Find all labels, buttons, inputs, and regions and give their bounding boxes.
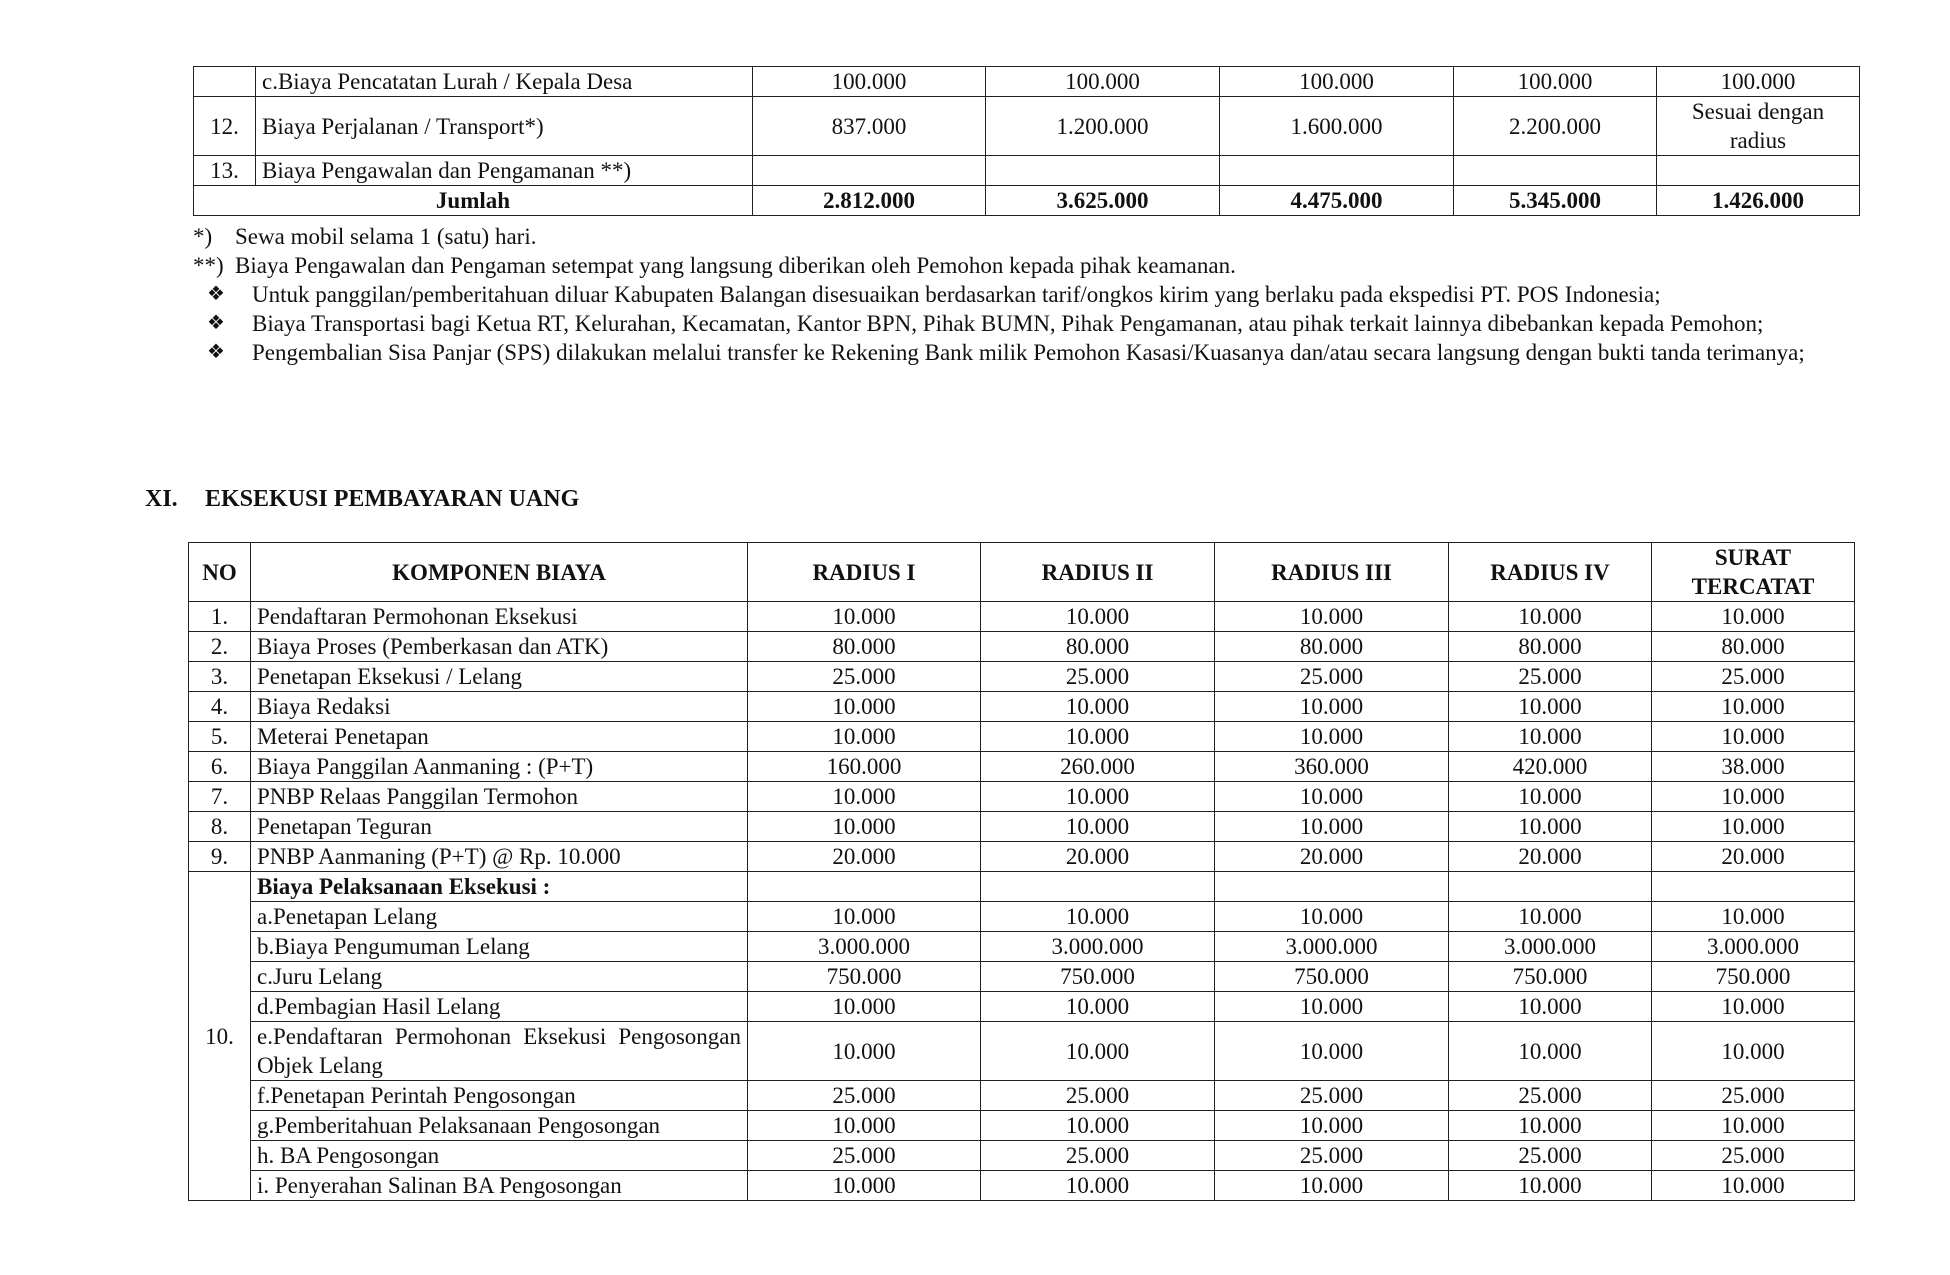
value-radius-4: 750.000 <box>1449 962 1652 992</box>
row-label: d.Pembagian Hasil Lelang <box>251 992 748 1022</box>
diamond-bullet-icon: ❖ <box>207 341 225 363</box>
value-radius-2: 10.000 <box>981 812 1215 842</box>
value-radius-1: 3.000.000 <box>748 932 981 962</box>
total-surat: 1.426.000 <box>1657 186 1860 216</box>
table-row-group-heading <box>189 872 1855 902</box>
row-number: 13. <box>194 156 256 186</box>
row-label: Biaya Proses (Pemberkasan dan ATK) <box>251 632 748 662</box>
empty-cell <box>1652 872 1855 902</box>
value-surat: Sesuai dengan radius <box>1657 97 1860 156</box>
value-radius-3: 10.000 <box>1215 992 1449 1022</box>
table-row <box>189 842 1855 872</box>
value-radius-3: 25.000 <box>1215 1141 1449 1171</box>
value-radius-3: 10.000 <box>1215 1171 1449 1201</box>
table-body <box>189 602 1855 1201</box>
value-radius-4 <box>1454 156 1657 186</box>
footnote-text: Biaya Pengawalan dan Pengaman setempat yang langsung diberikan oleh Pemohon kepada pihak keamanan. <box>235 253 1236 278</box>
value-radius-3: 25.000 <box>1215 662 1449 692</box>
value-radius-2: 10.000 <box>981 1171 1215 1201</box>
section-number: XI. <box>145 486 178 512</box>
value-surat: 25.000 <box>1652 1081 1855 1111</box>
value-radius-3: 80.000 <box>1215 632 1449 662</box>
value-radius-4: 25.000 <box>1449 1141 1652 1171</box>
value-radius-1: 10.000 <box>748 782 981 812</box>
footnote-double-star <box>193 251 1859 280</box>
value-radius-1: 10.000 <box>748 1111 981 1141</box>
row-label: Biaya Redaksi <box>251 692 748 722</box>
execution-fee-table <box>188 542 1855 1201</box>
value-radius-4: 10.000 <box>1449 902 1652 932</box>
bullet-text: Biaya Transportasi bagi Ketua RT, Kelurahan, Kecamatan, Kantor BPN, Pihak BUMN, Pihak Pengamanan, atau pihak terkait lainnya dibebankan kepada Pemohon; <box>252 311 1764 336</box>
empty-cell <box>981 872 1215 902</box>
value-radius-1: 20.000 <box>748 842 981 872</box>
value-radius-1: 10.000 <box>748 692 981 722</box>
bullet-item <box>193 280 1859 309</box>
value-surat: 100.000 <box>1657 67 1860 97</box>
bullet-item <box>193 309 1859 338</box>
total-label: Jumlah <box>194 186 753 216</box>
row-number: 12. <box>194 97 256 156</box>
row-label: c.Juru Lelang <box>251 962 748 992</box>
diamond-bullet-icon: ❖ <box>207 283 225 305</box>
value-radius-2: 10.000 <box>981 1111 1215 1141</box>
value-radius-4: 3.000.000 <box>1449 932 1652 962</box>
value-radius-2: 10.000 <box>981 902 1215 932</box>
value-radius-2: 10.000 <box>981 992 1215 1022</box>
value-radius-4: 10.000 <box>1449 992 1652 1022</box>
value-radius-2: 100.000 <box>986 67 1220 97</box>
value-radius-4: 80.000 <box>1449 632 1652 662</box>
table-row <box>189 902 1855 932</box>
value-radius-2: 10.000 <box>981 1022 1215 1081</box>
value-radius-1: 160.000 <box>748 752 981 782</box>
value-surat: 10.000 <box>1652 992 1855 1022</box>
row-label: b.Biaya Pengumuman Lelang <box>251 932 748 962</box>
value-surat: 10.000 <box>1652 602 1855 632</box>
value-radius-1: 25.000 <box>748 1081 981 1111</box>
value-surat: 10.000 <box>1652 692 1855 722</box>
value-surat: 25.000 <box>1652 1141 1855 1171</box>
value-radius-1: 25.000 <box>748 662 981 692</box>
value-surat: 20.000 <box>1652 842 1855 872</box>
value-radius-3: 10.000 <box>1215 902 1449 932</box>
row-number: 7. <box>189 782 251 812</box>
value-radius-3: 10.000 <box>1215 1022 1449 1081</box>
total-radius-2: 3.625.000 <box>986 186 1220 216</box>
row-label: Penetapan Eksekusi / Lelang <box>251 662 748 692</box>
header-radius-1: RADIUS I <box>748 543 981 602</box>
value-radius-4: 10.000 <box>1449 722 1652 752</box>
table-row <box>189 752 1855 782</box>
value-radius-4: 10.000 <box>1449 602 1652 632</box>
table-row <box>194 67 1860 97</box>
header-component: KOMPONEN BIAYA <box>251 543 748 602</box>
value-radius-2 <box>986 156 1220 186</box>
value-surat: 10.000 <box>1652 812 1855 842</box>
value-radius-2: 80.000 <box>981 632 1215 662</box>
row-number: 8. <box>189 812 251 842</box>
value-radius-4: 20.000 <box>1449 842 1652 872</box>
value-radius-2: 10.000 <box>981 722 1215 752</box>
value-radius-3: 10.000 <box>1215 602 1449 632</box>
value-surat: 38.000 <box>1652 752 1855 782</box>
section-title: EKSEKUSI PEMBAYARAN UANG <box>205 486 580 512</box>
table-row <box>194 97 1860 156</box>
table-row <box>189 1171 1855 1201</box>
value-radius-2: 25.000 <box>981 662 1215 692</box>
total-radius-1: 2.812.000 <box>753 186 986 216</box>
diamond-bullet-icon: ❖ <box>207 312 225 334</box>
value-surat: 10.000 <box>1652 1171 1855 1201</box>
value-radius-2: 10.000 <box>981 602 1215 632</box>
value-radius-3: 100.000 <box>1220 67 1454 97</box>
bullet-text: Pengembalian Sisa Panjar (SPS) dilakukan melalui transfer ke Rekening Bank milik Pemohon Kasasi/Kuasanya dan/atau secara langsung dengan bukti tanda terimanya; <box>252 340 1805 365</box>
table-row <box>189 932 1855 962</box>
value-radius-3: 25.000 <box>1215 1081 1449 1111</box>
row-number: 4. <box>189 692 251 722</box>
table-row <box>189 602 1855 632</box>
value-radius-3: 750.000 <box>1215 962 1449 992</box>
header-radius-4: RADIUS IV <box>1449 543 1652 602</box>
group-heading: Biaya Pelaksanaan Eksekusi : <box>251 872 748 902</box>
table-row <box>189 1141 1855 1171</box>
empty-cell <box>1449 872 1652 902</box>
value-radius-2: 10.000 <box>981 782 1215 812</box>
table-row <box>194 156 1860 186</box>
value-radius-1: 10.000 <box>748 902 981 932</box>
value-radius-4: 10.000 <box>1449 1111 1652 1141</box>
row-number: 10. <box>189 872 251 1201</box>
value-radius-1: 837.000 <box>753 97 986 156</box>
table-row <box>189 782 1855 812</box>
value-radius-4: 25.000 <box>1449 1081 1652 1111</box>
value-surat: 10.000 <box>1652 722 1855 752</box>
value-radius-3: 1.600.000 <box>1220 97 1454 156</box>
bullet-text: Untuk panggilan/pemberitahuan diluar Kabupaten Balangan disesuaikan berdasarkan tarif/ongkos kirim yang berlaku pada ekspedisi PT. POS Indonesia; <box>252 282 1661 307</box>
table-row <box>189 1111 1855 1141</box>
row-label: a.Penetapan Lelang <box>251 902 748 932</box>
table-row <box>189 662 1855 692</box>
total-row <box>194 186 1860 216</box>
row-number: 6. <box>189 752 251 782</box>
value-radius-4: 10.000 <box>1449 1171 1652 1201</box>
value-surat: 3.000.000 <box>1652 932 1855 962</box>
table-row <box>189 962 1855 992</box>
value-radius-3 <box>1220 156 1454 186</box>
table-row <box>189 1022 1855 1081</box>
value-radius-3: 3.000.000 <box>1215 932 1449 962</box>
header-radius-3: RADIUS III <box>1215 543 1449 602</box>
total-radius-4: 5.345.000 <box>1454 186 1657 216</box>
value-radius-2: 750.000 <box>981 962 1215 992</box>
empty-cell <box>1215 872 1449 902</box>
value-radius-2: 25.000 <box>981 1141 1215 1171</box>
section-heading <box>145 484 579 514</box>
row-number: 1. <box>189 602 251 632</box>
value-radius-2: 25.000 <box>981 1081 1215 1111</box>
value-radius-3: 360.000 <box>1215 752 1449 782</box>
table-row <box>189 1081 1855 1111</box>
row-label: Penetapan Teguran <box>251 812 748 842</box>
value-radius-1: 10.000 <box>748 602 981 632</box>
value-surat: 10.000 <box>1652 782 1855 812</box>
table-row <box>189 722 1855 752</box>
footnote-text: Sewa mobil selama 1 (satu) hari. <box>235 224 537 249</box>
fee-table-continued <box>193 66 1860 216</box>
value-radius-4: 100.000 <box>1454 67 1657 97</box>
value-radius-1: 100.000 <box>753 67 986 97</box>
footnote-mark: **) <box>193 253 224 278</box>
value-radius-1: 80.000 <box>748 632 981 662</box>
row-label: e.Pendaftaran Permohonan Eksekusi Pengosongan Objek Lelang <box>251 1022 748 1081</box>
value-surat: 10.000 <box>1652 1022 1855 1081</box>
value-surat: 10.000 <box>1652 902 1855 932</box>
value-radius-4: 420.000 <box>1449 752 1652 782</box>
value-radius-3: 10.000 <box>1215 812 1449 842</box>
value-radius-1: 10.000 <box>748 812 981 842</box>
footnotes <box>193 222 1859 367</box>
footnote-single-star <box>193 222 1859 251</box>
header-surat-tercatat: SURAT TERCATAT <box>1652 543 1855 602</box>
header-no: NO <box>189 543 251 602</box>
value-radius-1: 750.000 <box>748 962 981 992</box>
value-radius-3: 10.000 <box>1215 692 1449 722</box>
row-number: 3. <box>189 662 251 692</box>
value-radius-2: 20.000 <box>981 842 1215 872</box>
row-number: 9. <box>189 842 251 872</box>
value-radius-1: 10.000 <box>748 722 981 752</box>
row-label: PNBP Relaas Panggilan Termohon <box>251 782 748 812</box>
value-surat: 10.000 <box>1652 1111 1855 1141</box>
value-radius-1 <box>753 156 986 186</box>
value-radius-2: 3.000.000 <box>981 932 1215 962</box>
row-label: PNBP Aanmaning (P+T) @ Rp. 10.000 <box>251 842 748 872</box>
row-label: f.Penetapan Perintah Pengosongan <box>251 1081 748 1111</box>
row-label: i. Penyerahan Salinan BA Pengosongan <box>251 1171 748 1201</box>
value-radius-4: 25.000 <box>1449 662 1652 692</box>
value-radius-2: 10.000 <box>981 692 1215 722</box>
table-row <box>189 992 1855 1022</box>
value-radius-3: 10.000 <box>1215 1111 1449 1141</box>
table-header-row <box>189 543 1855 602</box>
footnote-mark: *) <box>193 224 213 249</box>
header-radius-2: RADIUS II <box>981 543 1215 602</box>
row-label: Meterai Penetapan <box>251 722 748 752</box>
value-radius-2: 1.200.000 <box>986 97 1220 156</box>
table-row <box>189 812 1855 842</box>
value-radius-4: 2.200.000 <box>1454 97 1657 156</box>
value-radius-3: 10.000 <box>1215 782 1449 812</box>
bullet-item <box>193 338 1859 367</box>
value-surat: 750.000 <box>1652 962 1855 992</box>
value-radius-3: 20.000 <box>1215 842 1449 872</box>
row-label: h. BA Pengosongan <box>251 1141 748 1171</box>
table-row <box>189 632 1855 662</box>
table-row <box>189 692 1855 722</box>
value-radius-1: 10.000 <box>748 1022 981 1081</box>
value-surat <box>1657 156 1860 186</box>
row-number <box>194 67 256 97</box>
value-radius-1: 10.000 <box>748 1171 981 1201</box>
value-surat: 80.000 <box>1652 632 1855 662</box>
value-surat: 25.000 <box>1652 662 1855 692</box>
row-label: Pendaftaran Permohonan Eksekusi <box>251 602 748 632</box>
value-radius-3: 10.000 <box>1215 722 1449 752</box>
value-radius-1: 10.000 <box>748 992 981 1022</box>
value-radius-4: 10.000 <box>1449 692 1652 722</box>
row-label: Biaya Pengawalan dan Pengamanan **) <box>256 156 753 186</box>
total-radius-3: 4.475.000 <box>1220 186 1454 216</box>
value-radius-4: 10.000 <box>1449 812 1652 842</box>
row-number: 5. <box>189 722 251 752</box>
value-radius-4: 10.000 <box>1449 1022 1652 1081</box>
value-radius-1: 25.000 <box>748 1141 981 1171</box>
row-label: c.Biaya Pencatatan Lurah / Kepala Desa <box>256 67 753 97</box>
value-radius-2: 260.000 <box>981 752 1215 782</box>
row-label: Biaya Perjalanan / Transport*) <box>256 97 753 156</box>
row-label: Biaya Panggilan Aanmaning : (P+T) <box>251 752 748 782</box>
value-radius-4: 10.000 <box>1449 782 1652 812</box>
row-number: 2. <box>189 632 251 662</box>
row-label: g.Pemberitahuan Pelaksanaan Pengosongan <box>251 1111 748 1141</box>
empty-cell <box>748 872 981 902</box>
